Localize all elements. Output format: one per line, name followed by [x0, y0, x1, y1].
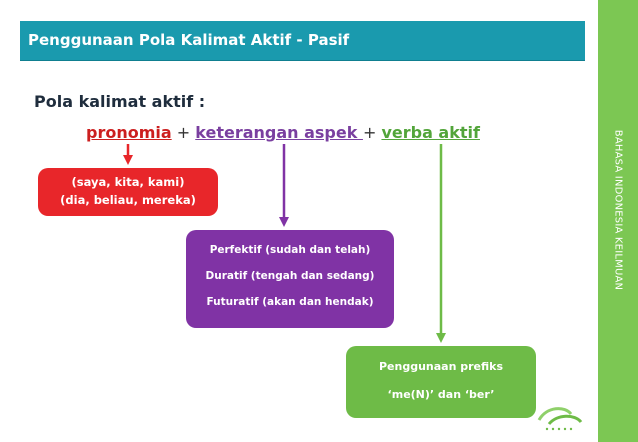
heading: Pola kalimat aktif :	[34, 92, 206, 111]
aspect-line-duratif: Duratif (tengah dan sedang)	[205, 270, 375, 282]
aspect-line-perfektif: Perfektif (sudah dan telah)	[209, 244, 371, 256]
slide-title: Penggunaan Pola Kalimat Aktif - Pasif	[28, 31, 350, 49]
aspect-box	[186, 230, 394, 328]
verb-line-2: ‘me(N)’ dan ‘ber’	[387, 388, 495, 401]
aspect-line-futuratif: Futuratif (akan dan hendak)	[206, 296, 374, 308]
pronoun-line-2: (dia, beliau, mereka)	[60, 193, 196, 207]
verb-line-1: Penggunaan prefiks	[378, 360, 504, 373]
pronoun-line-1: (saya, kita, kami)	[71, 175, 185, 189]
formula-pronomia: pronomia	[86, 123, 172, 142]
formula-verba-aktif: verba aktif	[381, 123, 480, 142]
formula-keterangan-aspek: keterangan aspek	[195, 123, 363, 142]
pronoun-box	[38, 168, 218, 216]
verb-box	[346, 346, 536, 418]
logo-swirl-icon	[535, 402, 587, 432]
side-label: BAHASA INDONESIA KEILMUAN	[612, 129, 624, 291]
formula-plus-2: +	[362, 123, 382, 142]
formula-plus-1: +	[171, 123, 196, 142]
